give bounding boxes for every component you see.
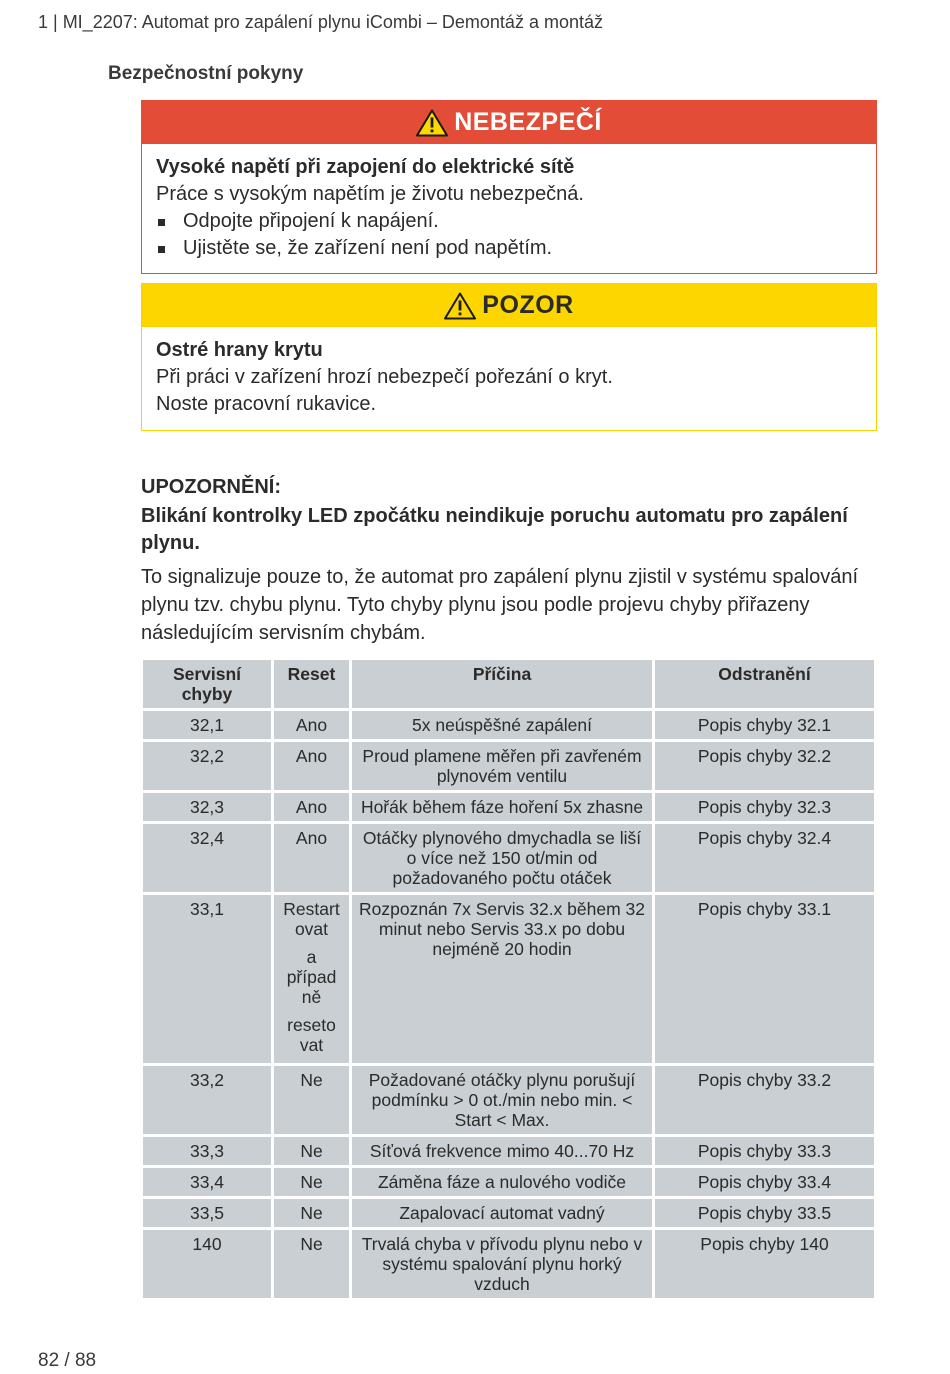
table-row [143,1137,874,1165]
error-reset: Ne [274,1199,349,1227]
error-cause: Trvalá chyba v přívodu plynu nebo v systému spalování plynu horký vzduch [352,1230,652,1298]
caution-box [141,283,877,431]
notice-section [141,474,881,647]
error-code: 33,1 [143,895,271,1063]
caution-line: Noste pracovní rukavice. [156,393,377,415]
page-header: 1 | MI_2207: Automat pro zapálení plynu iCombi – Demontáž a montáž [38,12,603,32]
error-fix: Popis chyby 140 [655,1230,874,1298]
error-reset: Ne [274,1066,349,1134]
danger-heading: Vysoké napětí při zapojení do elektrické sítě [156,156,575,178]
error-code: 32,2 [143,742,271,790]
error-reset: Ano [274,711,349,739]
error-reset: Ano [274,742,349,790]
danger-bullet-list [156,208,862,262]
caution-label: POZOR [482,291,574,319]
danger-box [141,100,877,274]
error-reset: Ne [274,1168,349,1196]
error-fix: Popis chyby 33.1 [655,895,874,1063]
error-cause: 5x neúspěšné zapálení [352,711,652,739]
notice-subtitle: Blikání kontrolky LED zpočátku neindikuje poruchu automatu pro zapálení plynu. [141,505,848,554]
error-reset: Ne [274,1230,349,1298]
table-row [143,895,874,1063]
table-row [143,1168,874,1196]
error-fix: Popis chyby 33.4 [655,1168,874,1196]
error-code: 33,3 [143,1137,271,1165]
error-fix: Popis chyby 32.2 [655,742,874,790]
column-header-fix: Odstranění [655,660,874,708]
warning-triangle-icon [416,109,448,137]
error-reset: Ano [274,824,349,892]
error-cause: Síťová frekvence mimo 40...70 Hz [352,1137,652,1165]
error-code: 33,4 [143,1168,271,1196]
error-code: 32,1 [143,711,271,739]
page-number: 82 / 88 [38,1350,97,1371]
error-reset: Ano [274,793,349,821]
service-error-table [140,657,877,1301]
error-fix: Popis chyby 33.3 [655,1137,874,1165]
error-fix: Popis chyby 33.5 [655,1199,874,1227]
section-title: Bezpečnostní pokyny [108,63,304,84]
error-code: 32,3 [143,793,271,821]
table-row [143,1230,874,1298]
notice-body: To signalizuje pouze to, že automat pro zapálení plynu zjistil v systému spalování plynu tzv. chybu plynu. Tyto chyby plynu jsou podle projevu chyby přiřazeny následujícím servisním chybám. [141,566,859,644]
table-row [143,742,874,790]
error-reset: Ne [274,1137,349,1165]
table-row [143,793,874,821]
error-fix: Popis chyby 32.4 [655,824,874,892]
error-cause: Hořák během fáze hoření 5x zhasne [352,793,652,821]
caution-line: Při práci v zařízení hrozí nebezpečí pořezání o kryt. [156,366,613,388]
danger-bullet: Odpojte připojení k napájení. [156,208,862,235]
error-cause: Záměna fáze a nulového vodiče [352,1168,652,1196]
error-code: 32,4 [143,824,271,892]
warning-triangle-icon [444,292,476,320]
table-row [143,711,874,739]
column-header-cause: Příčina [352,660,652,708]
error-cause: Zapalovací automat vadný [352,1199,652,1227]
notice-title: UPOZORNĚNÍ: [141,476,281,498]
table-row [143,824,874,892]
error-fix: Popis chyby 32.3 [655,793,874,821]
error-code: 140 [143,1230,271,1298]
error-code: 33,2 [143,1066,271,1134]
caution-content [142,327,876,418]
error-reset: Restart ovat a případ ně reseto vat [274,895,349,1063]
table-row [143,1066,874,1134]
danger-bullet: Ujistěte se, že zařízení není pod napětím. [156,235,862,262]
error-code: 33,5 [143,1199,271,1227]
table-header-row [143,660,874,708]
column-header-reset: Reset [274,660,349,708]
danger-text: Práce s vysokým napětím je životu nebezpečná. [156,183,584,205]
error-cause: Požadované otáčky plynu porušují podmínku > 0 ot./min nebo min. < Start < Max. [352,1066,652,1134]
table-row [143,1199,874,1227]
caution-heading: Ostré hrany krytu [156,339,323,361]
danger-label: NEBEZPEČÍ [454,108,602,136]
error-cause: Otáčky plynového dmychadla se liší o více než 150 ot/min od požadovaného počtu otáček [352,824,652,892]
danger-banner [142,101,876,144]
caution-banner [142,284,876,327]
danger-content [142,144,876,262]
error-cause: Rozpoznán 7x Servis 32.x během 32 minut nebo Servis 33.x po dobu nejméně 20 hodin [352,895,652,1063]
error-cause: Proud plamene měřen při zavřeném plynovém ventilu [352,742,652,790]
error-fix: Popis chyby 33.2 [655,1066,874,1134]
column-header-code: Servisní chyby [143,660,271,708]
error-fix: Popis chyby 32.1 [655,711,874,739]
